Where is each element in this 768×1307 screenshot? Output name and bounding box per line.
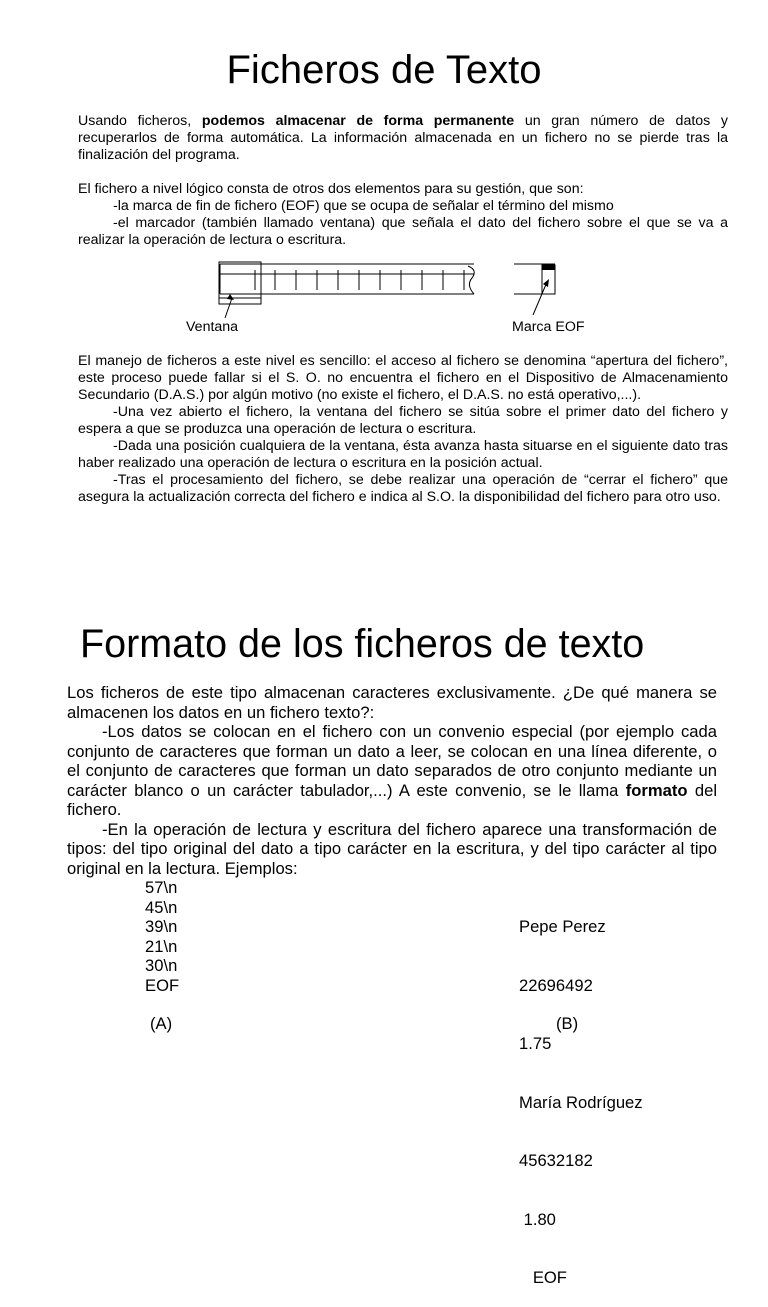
close-bullet: -Tras el procesamiento del fichero, se debe realizar una operación de “cerrar el fichero” que asegura la actualización correcta del fichero e indica al S.O. la disponibilidad del fichero para otro uso.: [78, 472, 728, 505]
page-title: Ficheros de Texto: [226, 48, 542, 92]
convention-text-bold: formato: [625, 780, 688, 800]
example-b-item: María Rodríguez: [519, 1092, 643, 1112]
transform-paragraph: -En la operación de lectura y escritura del fichero aparece una transformación de tipos: del tipo original del dato a tipo carácter en la escritura, y del tipo carácter al tipo original en la lectura. Ejemplos:: [67, 819, 717, 878]
example-b-item: 1.80: [519, 1209, 556, 1229]
eof-item: -la marca de fin de fichero (EOF) que se ocupa de señalar el término del mismo: [113, 198, 614, 214]
example-a-item: 39\n: [145, 917, 178, 936]
example-a-item: 30\n: [145, 956, 178, 975]
example-a-item: 57\n: [145, 878, 178, 897]
window-arrow: [225, 298, 232, 318]
example-b-item: 22696492: [519, 975, 593, 995]
example-b-item: 1.75: [519, 1034, 552, 1053]
format-intro: Los ficheros de este tipo almacenan caracteres exclusivamente. ¿De qué manera se almacenen los datos en un fichero texto?:: [67, 683, 717, 722]
section-1-body: [78, 113, 728, 249]
file-break-mark: [468, 266, 474, 294]
section-title: Formato de los ficheros de texto: [80, 622, 645, 666]
example-a-caption: (A): [150, 1014, 173, 1033]
intro-text-start: Usando ficheros,: [78, 113, 202, 129]
example-b-item: 45632182: [519, 1151, 593, 1170]
section-2-body: [67, 683, 717, 878]
example-b-caption: (B): [556, 1014, 579, 1033]
handling-paragraph: El manejo de ficheros a este nivel es sencillo: el acceso al fichero se denomina “apertura del fichero”, este proceso puede fallar si el S. O. no encuentra el fichero en el Dispositivo de Almacenamiento Secundario (D.A.S.) por algún motivo (no existe el fichero, el D.A.S. no está operativo,...).: [78, 353, 728, 403]
convention-text-start: -Los datos se colocan en el fichero con un convenio especial (por ejemplo cada conjunto de caracteres que forman un dato a leer, se colocan en una línea diferente, o el conjunto de caracteres que forman un dato separados de otro conjunto mediante un carácter blanco o un carácter tabulador,...) A este convenio, se le llama: [67, 722, 717, 800]
advance-bullet: -Dada una posición cualquiera de la ventana, ésta avanza hasta situarse en el siguiente dato tras haber realizado una operación de lectura o escritura en la posición actual.: [78, 438, 728, 471]
eof-label: Marca EOF: [512, 319, 585, 335]
open-bullet: -Una vez abierto el fichero, la ventana del fichero se sitúa sobre el primer dato del fichero y espera a que se produzca una operación de lectura o escritura.: [78, 404, 728, 437]
intro-text-end: un gran número de datos y recuperarlos de forma automática. La información almacenada en un fichero no se pierde tras la finalización del programa.: [78, 113, 729, 163]
section-1-handling: [78, 353, 728, 506]
marker-item: -el marcador (también llamado ventana) que señala el dato del fichero sobre el que se va a realizar la operación de lectura o escritura.: [78, 215, 728, 248]
example-a-item: 45\n: [145, 897, 178, 917]
eof-fill-bar: [542, 265, 555, 270]
example-b-item: Pepe Perez: [519, 917, 606, 936]
eof-arrow: [533, 282, 547, 315]
convention-paragraph: [67, 722, 717, 820]
file-diagram: [210, 258, 580, 324]
example-b-item: EOF: [519, 1268, 567, 1287]
example-a-list: [145, 878, 179, 995]
example-a-item: EOF: [145, 975, 180, 995]
example-b-list: [519, 878, 643, 1307]
example-a-item: 21\n: [145, 936, 178, 956]
convention-text-end: del fichero.: [67, 780, 718, 819]
intro-text-bold: podemos almacenar de forma permanente: [201, 113, 515, 129]
intro-paragraph: [78, 113, 728, 164]
logical-intro: El fichero a nivel lógico consta de otros dos elementos para su gestión, que son:: [78, 181, 584, 197]
window-label: Ventana: [186, 319, 239, 335]
